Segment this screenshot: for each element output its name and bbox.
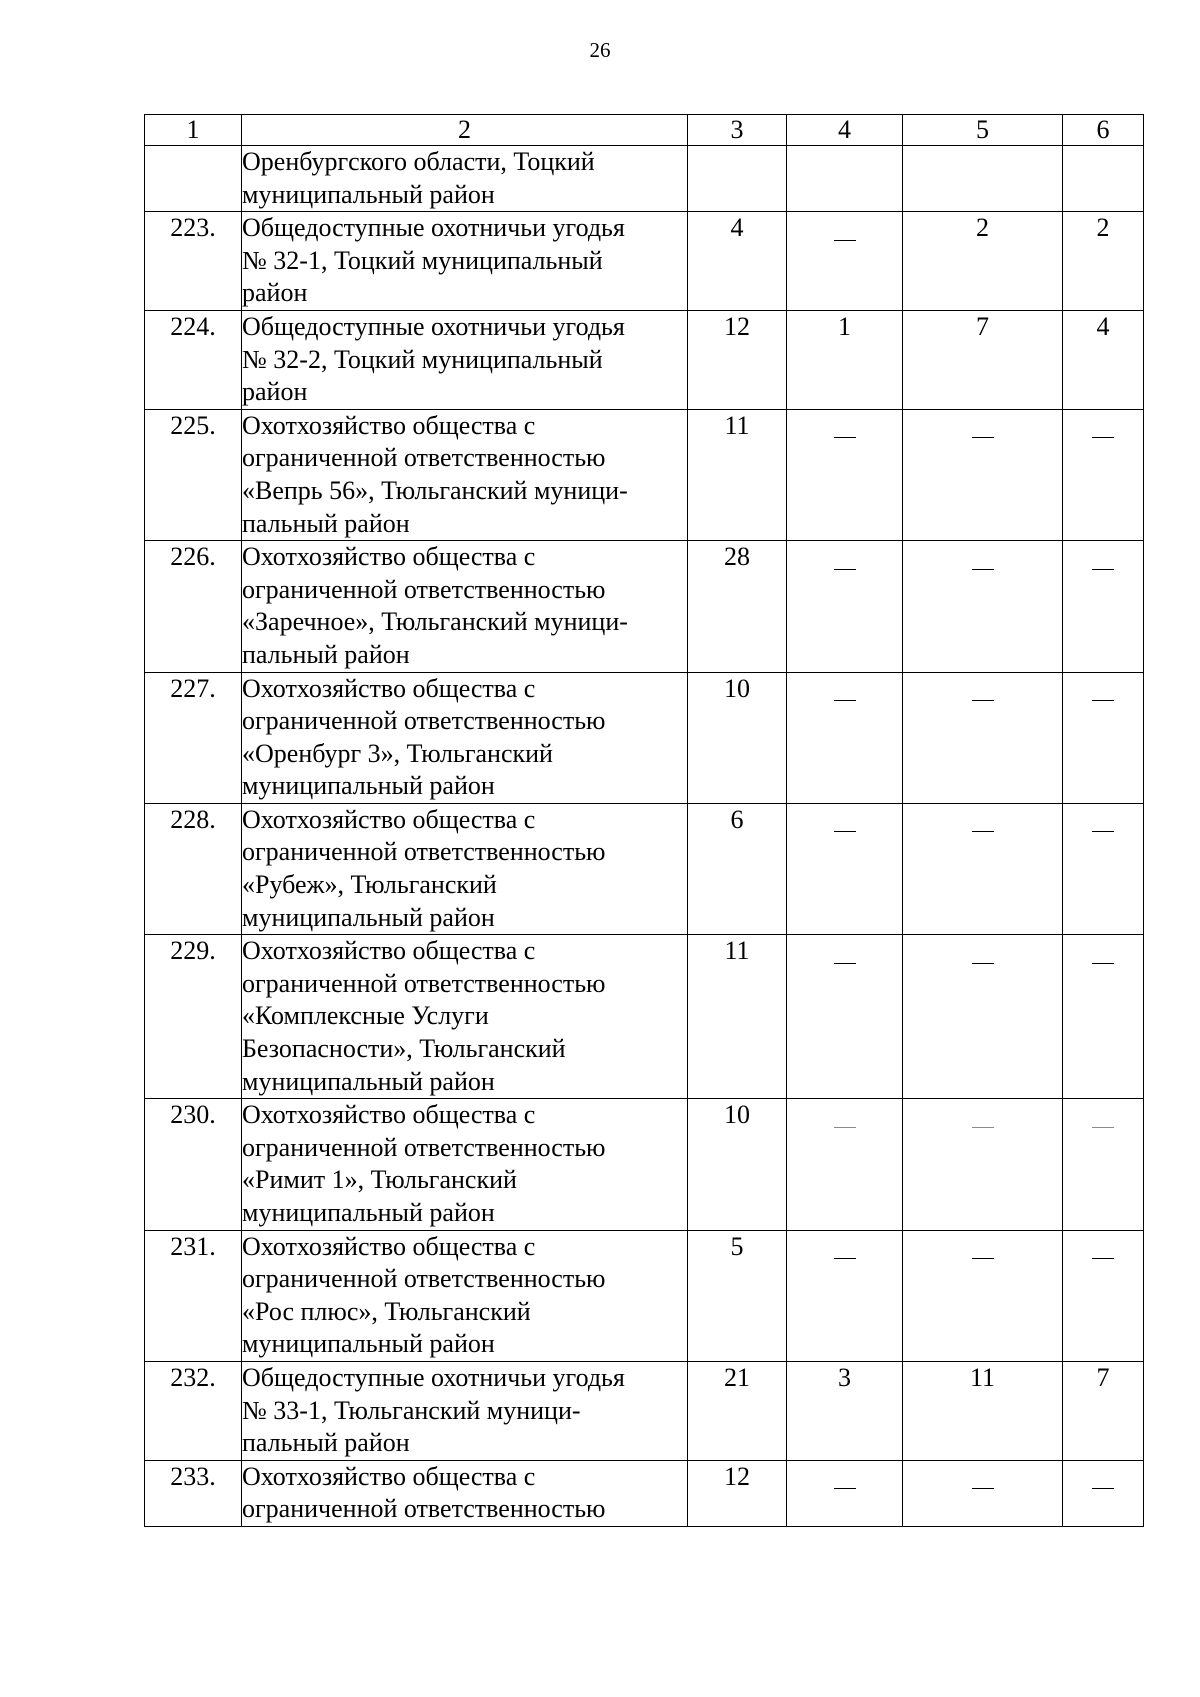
- table-row: [145, 1361, 1144, 1460]
- header-cell-2: 2: [242, 115, 688, 146]
- value-cell-6: [1063, 672, 1144, 803]
- row-number-cell: 227.: [145, 672, 242, 803]
- dash-mark: [834, 1258, 856, 1259]
- value-cell-3: 10: [688, 672, 787, 803]
- table-row: [145, 1460, 1144, 1526]
- name-line: ограниченной ответственностью: [242, 1264, 606, 1294]
- name-line: № 33-1, Тюльганский муници-: [242, 1395, 581, 1425]
- name-line: ограниченной ответственностью: [242, 574, 606, 604]
- dash-mark: [1092, 437, 1114, 438]
- name-line: Охотхозяйство общества с: [242, 542, 536, 572]
- value-cell-6: [1063, 541, 1144, 672]
- value-cell-4: [787, 212, 903, 311]
- table-row: [145, 672, 1144, 803]
- name-line: пальный район: [242, 639, 410, 669]
- dash-mark: [972, 1488, 994, 1489]
- header-cell-6: 6: [1063, 115, 1144, 146]
- name-cell: [242, 1230, 688, 1361]
- value-cell-5: 2: [903, 212, 1063, 311]
- dash-mark: [834, 569, 856, 570]
- name-line: пальный район: [242, 508, 410, 538]
- row-number-cell: 232.: [145, 1361, 242, 1460]
- value-cell-4: [787, 1460, 903, 1526]
- name-line: ограниченной ответственностью: [242, 968, 606, 998]
- value-cell-3: 28: [688, 541, 787, 672]
- page-number: 26: [589, 38, 611, 62]
- value-cell-6: [1063, 1099, 1144, 1230]
- table-row: [145, 803, 1144, 934]
- name-line: № 32-1, Тоцкий муниципальный: [242, 245, 603, 275]
- name-line: Охотхозяйство общества с: [242, 673, 536, 703]
- name-cell: [242, 672, 688, 803]
- row-number-cell: 229.: [145, 935, 242, 1099]
- value-cell-5: [903, 1230, 1063, 1361]
- name-line: Охотхозяйство общества с: [242, 1100, 536, 1130]
- name-line: Охотхозяйство общества с: [242, 936, 536, 966]
- dash-mark: [972, 1127, 994, 1128]
- name-line: район: [242, 377, 308, 407]
- dash-mark: [834, 963, 856, 964]
- row-number-cell: 224.: [145, 310, 242, 409]
- value-cell-3: [688, 146, 787, 212]
- name-cell: [242, 1099, 688, 1230]
- dash-mark: [972, 569, 994, 570]
- name-line: муниципальный район: [242, 771, 495, 801]
- value-cell-5: 11: [903, 1361, 1063, 1460]
- name-cell: [242, 409, 688, 540]
- dash-mark: [1092, 569, 1114, 570]
- dash-mark: [972, 437, 994, 438]
- table-row: [145, 1230, 1144, 1361]
- table-row: [145, 409, 1144, 540]
- dash-mark: [972, 963, 994, 964]
- name-cell: [242, 146, 688, 212]
- dash-mark: [834, 700, 856, 701]
- name-line: Охотхозяйство общества с: [242, 1461, 536, 1491]
- value-cell-6: [1063, 1230, 1144, 1361]
- name-line: муниципальный район: [242, 1329, 495, 1359]
- name-line: Оренбургского области, Тоцкий: [242, 147, 595, 176]
- value-cell-4: [787, 146, 903, 212]
- name-cell: [242, 803, 688, 934]
- name-line: Общедоступные охотничьи угодья: [242, 311, 625, 341]
- value-cell-5: [903, 541, 1063, 672]
- name-line: Общедоступные охотничьи угодья: [242, 213, 625, 243]
- table-row: [145, 541, 1144, 672]
- dash-mark: [834, 831, 856, 832]
- dash-mark: [1092, 1258, 1114, 1259]
- row-number-cell: 233.: [145, 1460, 242, 1526]
- value-cell-3: 11: [688, 935, 787, 1099]
- name-line: муниципальный район: [242, 902, 495, 932]
- value-cell-5: 7: [903, 310, 1063, 409]
- value-cell-3: 21: [688, 1361, 787, 1460]
- value-cell-5: [903, 1099, 1063, 1230]
- name-cell: [242, 935, 688, 1099]
- value-cell-6: [1063, 803, 1144, 934]
- name-cell: [242, 310, 688, 409]
- value-cell-3: 5: [688, 1230, 787, 1361]
- value-cell-5: [903, 672, 1063, 803]
- name-cell: [242, 1361, 688, 1460]
- value-cell-4: [787, 541, 903, 672]
- name-line: Охотхозяйство общества с: [242, 410, 536, 440]
- header-cell-1: 1: [145, 115, 242, 146]
- value-cell-5: [903, 1460, 1063, 1526]
- value-cell-6: [1063, 935, 1144, 1099]
- value-cell-4: 1: [787, 310, 903, 409]
- name-line: муниципальный район: [242, 1066, 495, 1096]
- value-cell-6: 4: [1063, 310, 1144, 409]
- dash-mark: [834, 1127, 856, 1128]
- value-cell-6: 2: [1063, 212, 1144, 311]
- dash-mark: [972, 1258, 994, 1259]
- dash-mark: [834, 437, 856, 438]
- name-line: Безопасности», Тюльганский: [242, 1034, 566, 1064]
- value-cell-3: 6: [688, 803, 787, 934]
- hunting-grounds-table: [144, 114, 1144, 1527]
- name-cell: [242, 212, 688, 311]
- row-number-cell: 225.: [145, 409, 242, 540]
- table-row: [145, 146, 1144, 212]
- name-cell: [242, 1460, 688, 1526]
- name-line: «Римит 1», Тюльганский: [242, 1165, 517, 1195]
- value-cell-3: 10: [688, 1099, 787, 1230]
- dash-mark: [1092, 963, 1114, 964]
- dash-mark: [972, 831, 994, 832]
- name-line: «Рос плюс», Тюльганский: [242, 1296, 531, 1326]
- name-line: ограниченной ответственностью: [242, 1494, 606, 1524]
- name-line: Охотхозяйство общества с: [242, 1231, 536, 1261]
- name-line: ограниченной ответственностью: [242, 706, 606, 736]
- row-number-cell: [145, 146, 242, 212]
- value-cell-5: [903, 409, 1063, 540]
- table-row: [145, 310, 1144, 409]
- value-cell-4: [787, 409, 903, 540]
- name-line: Общедоступные охотничьи угодья: [242, 1362, 625, 1392]
- header-cell-3: 3: [688, 115, 787, 146]
- row-number-cell: 223.: [145, 212, 242, 311]
- value-cell-4: [787, 935, 903, 1099]
- value-cell-5: [903, 935, 1063, 1099]
- value-cell-3: 11: [688, 409, 787, 540]
- value-cell-4: [787, 672, 903, 803]
- value-cell-3: 4: [688, 212, 787, 311]
- name-line: «Оренбург 3», Тюльганский: [242, 738, 553, 768]
- value-cell-5: [903, 146, 1063, 212]
- name-line: муниципальный район: [242, 1198, 495, 1227]
- value-cell-4: 3: [787, 1361, 903, 1460]
- value-cell-4: [787, 803, 903, 934]
- value-cell-4: [787, 1099, 903, 1230]
- row-number-cell: 231.: [145, 1230, 242, 1361]
- row-number-cell: 226.: [145, 541, 242, 672]
- header-cell-4: 4: [787, 115, 903, 146]
- table-header-row: [145, 115, 1144, 146]
- dash-mark: [1092, 700, 1114, 701]
- value-cell-3: 12: [688, 310, 787, 409]
- name-line: муниципальный район: [242, 179, 495, 209]
- dash-mark: [834, 1488, 856, 1489]
- name-line: «Рубеж», Тюльганский: [242, 870, 497, 900]
- header-cell-5: 5: [903, 115, 1063, 146]
- name-line: ограниченной ответственностью: [242, 443, 606, 473]
- table-row: [145, 935, 1144, 1099]
- name-line: район: [242, 278, 308, 308]
- dash-mark: [972, 700, 994, 701]
- name-line: «Заречное», Тюльганский муници-: [242, 607, 628, 637]
- name-line: Охотхозяйство общества с: [242, 804, 536, 834]
- row-number-cell: 230.: [145, 1099, 242, 1230]
- value-cell-5: [903, 803, 1063, 934]
- value-cell-6: [1063, 146, 1144, 212]
- name-line: № 32-2, Тоцкий муниципальный: [242, 344, 603, 374]
- value-cell-6: [1063, 1460, 1144, 1526]
- value-cell-3: 12: [688, 1460, 787, 1526]
- name-line: пальный район: [242, 1428, 410, 1458]
- name-line: «Комплексные Услуги: [242, 1001, 489, 1031]
- table-row: [145, 212, 1144, 311]
- dash-mark: [1092, 1488, 1114, 1489]
- name-line: «Вепрь 56», Тюльганский муници-: [242, 475, 628, 505]
- name-cell: [242, 541, 688, 672]
- value-cell-6: 7: [1063, 1361, 1144, 1460]
- name-line: ограниченной ответственностью: [242, 1132, 606, 1162]
- value-cell-4: [787, 1230, 903, 1361]
- name-line: ограниченной ответственностью: [242, 837, 606, 867]
- value-cell-6: [1063, 409, 1144, 540]
- dash-mark: [1092, 1127, 1114, 1128]
- row-number-cell: 228.: [145, 803, 242, 934]
- dash-mark: [834, 240, 856, 241]
- table-row: [145, 1099, 1144, 1230]
- dash-mark: [1092, 831, 1114, 832]
